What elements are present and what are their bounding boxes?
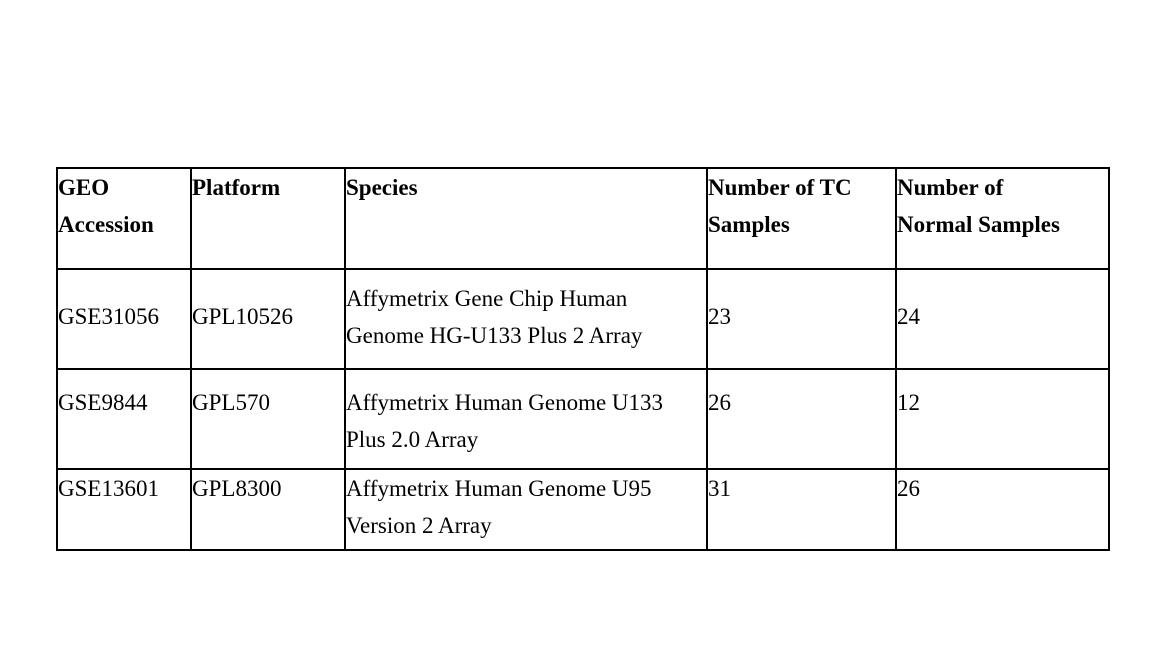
cell-species-line1: Affymetrix Human Genome U133	[346, 390, 664, 415]
cell-platform: GPL570	[191, 369, 345, 469]
cell-tc-samples: 31	[707, 469, 896, 550]
table-row	[57, 369, 1109, 469]
cell-tc-samples: 26	[707, 369, 896, 469]
table-header-row	[57, 168, 1109, 269]
header-normal-line1: Number of	[897, 175, 1004, 200]
header-geo-line1: GEO	[58, 175, 110, 200]
cell-species-line1: Affymetrix Human Genome U95	[346, 476, 652, 501]
cell-geo-accession: GSE31056	[57, 269, 191, 369]
table-row	[57, 469, 1109, 550]
cell-tc-samples: 23	[707, 269, 896, 369]
cell-species	[345, 369, 707, 469]
header-normal-samples	[896, 168, 1109, 269]
cell-geo-accession: GSE9844	[57, 369, 191, 469]
cell-species	[345, 269, 707, 369]
header-platform	[191, 168, 345, 269]
header-platform-label: Platform	[192, 175, 281, 200]
cell-normal-samples: 24	[896, 269, 1109, 369]
cell-species-line1: Affymetrix Gene Chip Human	[346, 286, 628, 311]
header-species-label: Species	[346, 175, 418, 200]
header-geo-accession	[57, 168, 191, 269]
cell-normal-samples: 26	[896, 469, 1109, 550]
cell-species-line2: Plus 2.0 Array	[346, 427, 479, 452]
cell-platform: GPL10526	[191, 269, 345, 369]
cell-species-line2: Genome HG-U133 Plus 2 Array	[346, 323, 643, 348]
cell-geo-accession: GSE13601	[57, 469, 191, 550]
header-tc-samples	[707, 168, 896, 269]
table-row	[57, 269, 1109, 369]
header-normal-line2: Normal Samples	[897, 212, 1060, 237]
cell-species-line2: Version 2 Array	[346, 513, 492, 538]
cell-platform: GPL8300	[191, 469, 345, 550]
geo-datasets-table	[56, 167, 1110, 551]
cell-species	[345, 469, 707, 550]
header-species	[345, 168, 707, 269]
cell-normal-samples: 12	[896, 369, 1109, 469]
header-tc-line1: Number of TC	[708, 175, 852, 200]
header-geo-line2: Accession	[58, 212, 154, 237]
header-tc-line2: Samples	[708, 212, 790, 237]
